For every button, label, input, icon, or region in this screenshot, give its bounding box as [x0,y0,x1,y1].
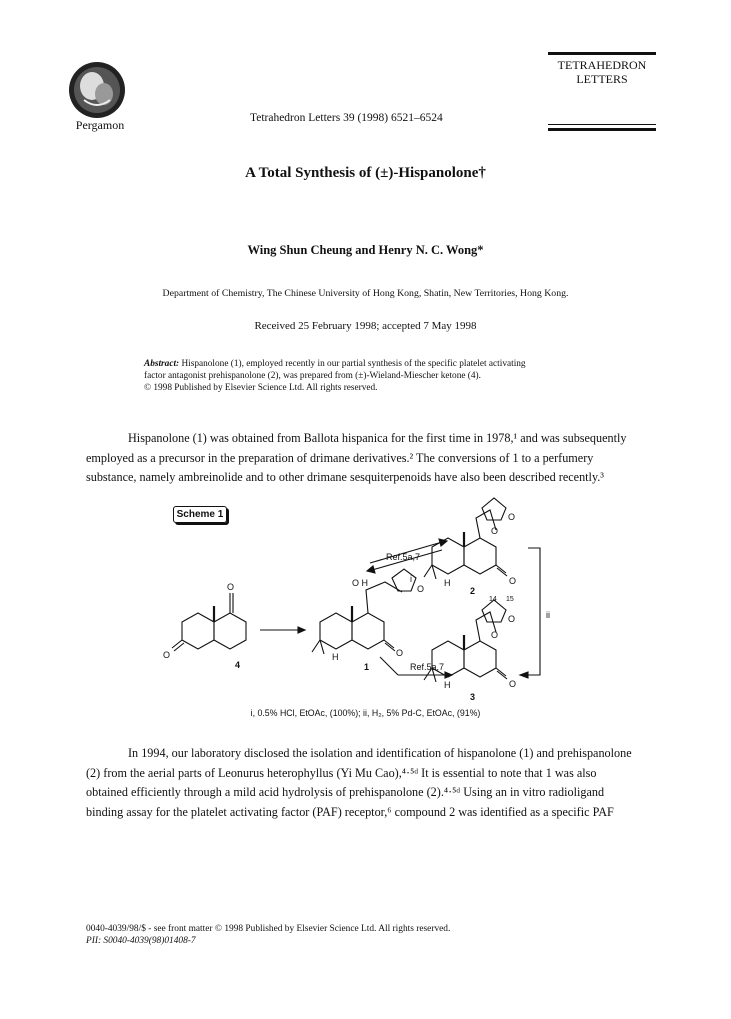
cmpd3-furan-O: O [508,614,516,624]
step-i-label: i [410,574,412,584]
scheme-caption: i, 0.5% HCl, EtOAc, (100%); ii, H₂, 5% Pd-C, EtOAc, (91%) [250,708,481,718]
article-authors: Wing Shun Cheung and Henry N. C. Wong* [247,243,484,257]
abstract-line1: Hispanolone (1), employed recently in our partial synthesis of the specific platelet activating [179,359,526,369]
article-title: A Total Synthesis of (±)-Hispanolone† [245,165,486,181]
para1-line2: employed as a precursor in the preparation of drimane derivatives.² The conversions of 1 to a perfumery [86,450,594,465]
footer-line1: 0040-4039/98/$ - see front matter © 1998 Published by Elsevier Science Ltd. All rights reserved. [86,924,451,934]
para1-line3: substance, namely ambreinolide and to other drimane sesquiterpenoids have also been described recently.³ [86,470,604,484]
cmpd3-O: O [509,679,517,689]
para1-line1: Hispanolone (1) was obtained from Ballota hispanica for the first time in 1978,¹ and was subsequently [128,431,627,445]
journal-reference: Tetrahedron Letters 39 (1998) 6521–6524 [250,112,443,124]
position-14-label: 14 [489,596,497,603]
compound-4-label: 4 [235,660,241,670]
cmpd3-ring-O: O [491,630,499,640]
article-affiliation: Department of Chemistry, The Chinese University of Hong Kong, Shatin, New Territories, Hong Kong. [162,288,569,299]
header-rule-bottom [548,128,656,131]
scheme-label: Scheme 1 [173,506,227,523]
cmpd2-H: H [444,578,451,588]
cmpd2-O: O [509,576,517,586]
abstract-label: Abstract: [144,359,180,369]
para2-line1: In 1994, our laboratory disclosed the isolation and identification of hispanolone (1) and prehispanolone [128,746,632,760]
intro-paragraph [86,429,648,488]
abstract-line3: © 1998 Published by Elsevier Science Ltd. All rights reserved. [144,383,378,393]
step-ii-label: ii [546,610,550,620]
compound-2-structure [424,498,507,579]
journal-brand-line2: LETTERS [576,72,628,86]
footer-line2: PII: S0040-4039(98)01408-7 [86,936,196,946]
cmpd3-H: H [444,680,451,690]
reaction-scheme [160,490,600,715]
ref-top-label: Ref.5a,7 [386,552,421,562]
para2-line2: (2) from the aerial parts of Leonurus heterophyllus (Yi Mu Cao),⁴·⁵ᵈ It is essential to note that 1 was also [86,765,597,780]
cmpd4-keto-O: O [227,582,235,592]
cmpd1-furan-O: O [417,584,425,594]
cmpd2-ring-O: O [491,526,499,536]
publisher-name: Pergamon [75,118,125,132]
compound-3-label: 3 [470,692,476,702]
isolation-paragraph [86,744,648,822]
para2-line3: obtained efficiently through a mild acid hydrolysis of prehispanolone (2).⁴·⁵ᵈ Using an in vitro radioligand [86,785,605,799]
ref-bottom-label: Ref.5a,7 [410,662,445,672]
journal-brand-line1: TETRAHEDRON [557,58,647,72]
para2-line4: binding assay for the platelet activating factor (PAF) receptor,⁶ compound 2 was identified as a specific PAF [86,804,614,819]
header-rule-thin [548,124,656,125]
article-dates: Received 25 February 1998; accepted 7 May 1998 [254,320,477,332]
copyright-footer [86,923,450,947]
cmpd1-O: O [396,648,404,658]
cmpd2-furan-O: O [508,512,516,522]
abstract [144,358,604,394]
header-rule-top [548,52,656,55]
position-15-label: 15 [506,596,514,603]
cmpd1-H: H [332,652,339,662]
compound-2-label: 2 [470,586,476,596]
compound-1-label: 1 [364,662,370,672]
compound-4-structure [172,593,246,651]
cmpd1-OH: O H [352,578,369,588]
journal-brand [548,58,656,86]
cmpd4-enone-O: O [163,650,171,660]
elsevier-tree-logo [62,60,132,122]
abstract-line2: factor antagonist prehispanolone (2), was prepared from (±)-Wieland-Miescher ketone (4). [144,371,481,381]
